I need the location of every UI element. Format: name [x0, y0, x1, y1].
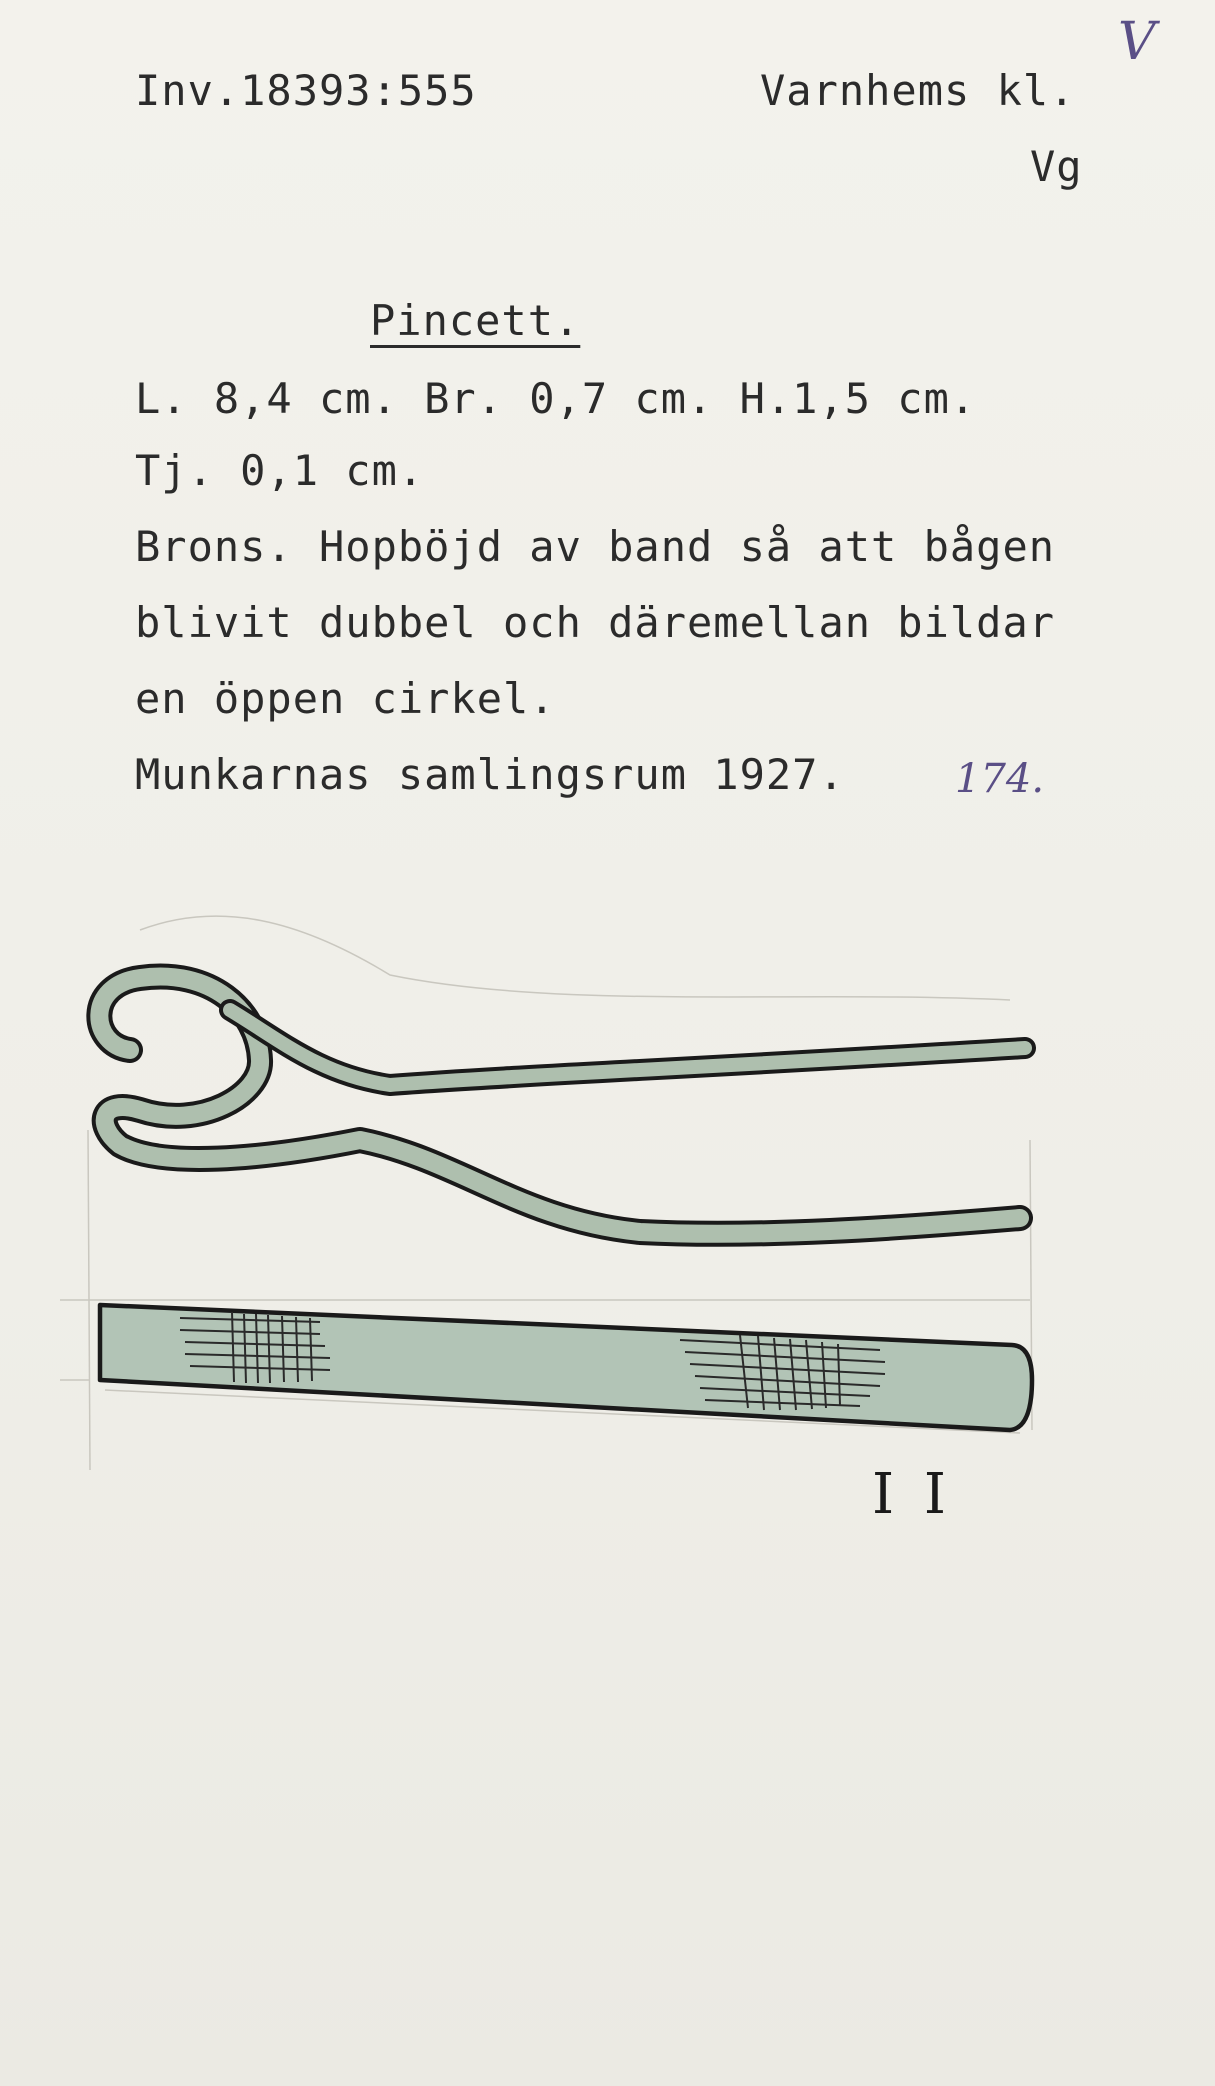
scale-mark: I I	[872, 1462, 953, 1527]
province-code: Vg	[1030, 142, 1083, 191]
location-name: Varnhems kl.	[760, 66, 1076, 115]
provenance-line: Munkarnas samlingsrum 1927.	[135, 750, 845, 799]
object-title: Pincett.	[370, 296, 581, 345]
check-mark: V	[1118, 12, 1156, 72]
dimensions-line: L. 8,4 cm. Br. 0,7 cm. H.1,5 cm.	[135, 374, 977, 423]
tweezers-side-view	[99, 977, 1025, 1234]
description-line-3: en öppen cirkel.	[135, 674, 556, 723]
handwritten-number: 174.	[955, 756, 1045, 802]
description-line-1: Brons. Hopböjd av band så att bågen	[135, 522, 1056, 571]
description-line-2: blivit dubbel och däremellan bildar	[135, 598, 1056, 647]
thickness-line: Tj. 0,1 cm.	[135, 446, 425, 495]
inventory-number: Inv.18393:555	[135, 66, 477, 115]
